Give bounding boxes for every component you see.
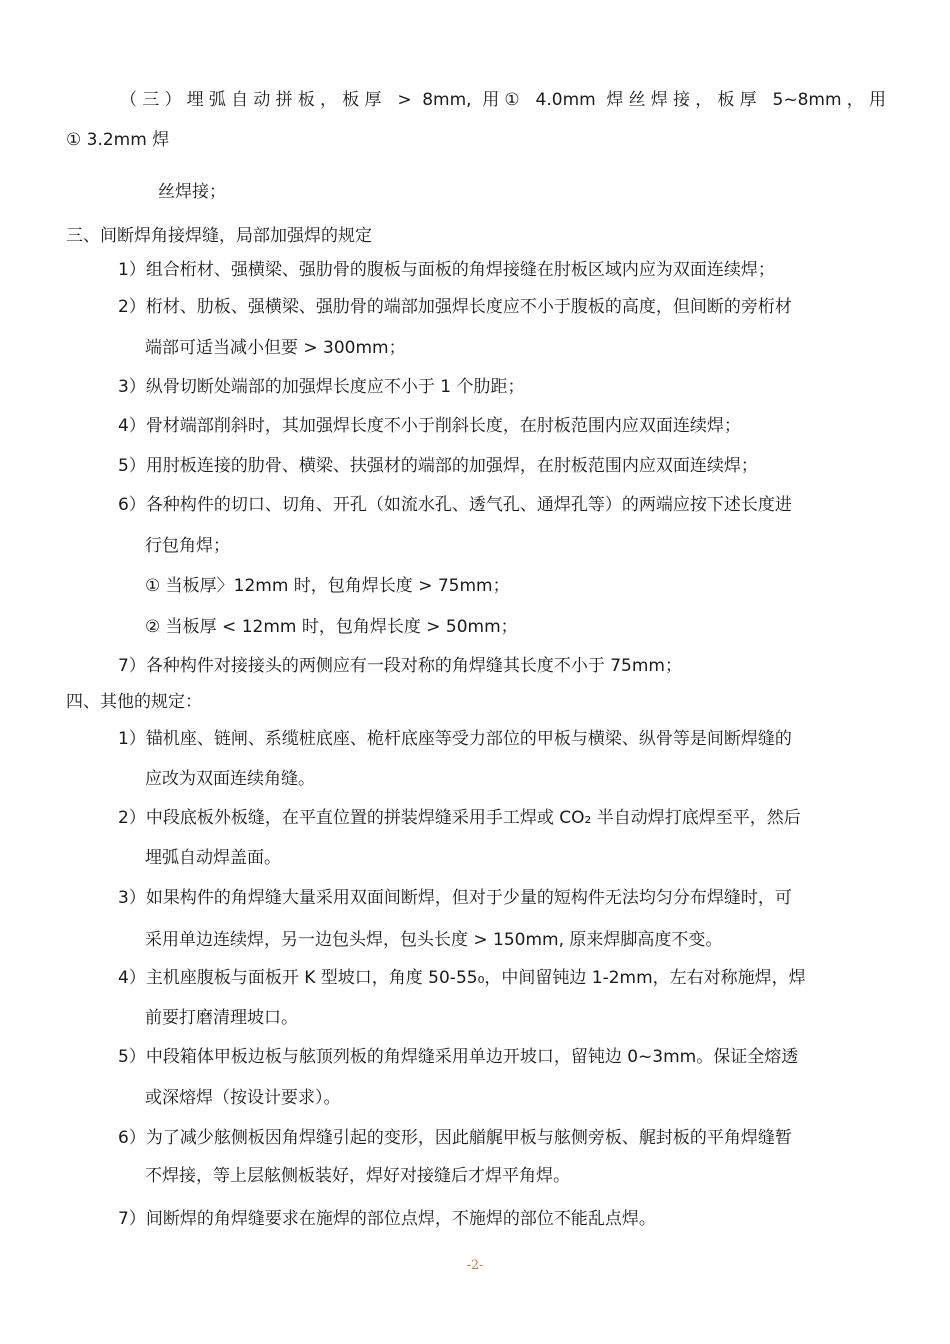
list-item-4-1-line-1: 1）锚机座、链闸、系缆桩底座、桅杆底座等受力部位的甲板与横梁、纵骨等是间断焊缝的 bbox=[118, 729, 792, 749]
heading-section-3: 三、间断焊角接焊缝，局部加强焊的规定 bbox=[66, 226, 372, 246]
list-item-4-3-line-1: 3）如果构件的角焊缝大量采用双面间断焊，但对于少量的短构件无法均匀分布焊缝时，可 bbox=[118, 888, 792, 908]
list-item-3-1: 1）组合桁材、强横梁、强肋骨的腹板与面板的角焊接缝在肘板区域内应为双面连续焊； bbox=[118, 260, 775, 280]
list-item-3-6-sub-1: ① 当板厚〉12mm 时，包角焊长度 > 75mm； bbox=[145, 576, 510, 596]
list-item-4-2-line-2: 埋弧自动焊盖面。 bbox=[145, 848, 281, 868]
list-item-4-6-line-2: 不焊接，等上层舷侧板装好，焊好对接缝后才焊平角焊。 bbox=[145, 1166, 570, 1186]
list-item-3-4: 4）骨材端部削斜时，其加强焊长度不小于削斜长度，在肘板范围内应双面连续焊； bbox=[118, 416, 741, 436]
section-3-item-line-3: 丝焊接； bbox=[158, 182, 226, 202]
list-item-4-4-line-1: 4）主机座腹板与面板开 K 型坡口，角度 50-55₀，中间留钝边 1-2mm，左右对称施焊，焊 bbox=[118, 968, 806, 988]
section-3-item-line-2: ① 3.2mm 焊 bbox=[66, 130, 170, 150]
list-item-4-2-line-1: 2）中段底板外板缝，在平直位置的拼装焊缝采用手工焊或 CO₂ 半自动焊打底焊至平，然后 bbox=[118, 808, 801, 828]
list-item-4-1-line-2: 应改为双面连续角缝。 bbox=[145, 769, 315, 789]
list-item-3-2-line-1: 2）桁材、肋板、强横梁、强肋骨的端部加强焊长度应不小于腹板的高度，但间断的旁桁材 bbox=[118, 297, 792, 317]
list-item-3-6-line-2: 行包角焊； bbox=[145, 536, 230, 556]
list-item-3-3: 3）纵骨切断处端部的加强焊长度应不小于 1 个肋距； bbox=[118, 377, 525, 397]
list-item-4-5-line-1: 5）中段箱体甲板边板与舷顶列板的角焊缝采用单边开坡口，留钝边 0~3mm。保证全熔透 bbox=[118, 1047, 799, 1067]
list-item-4-4-line-2: 前要打磨清理坡口。 bbox=[145, 1008, 298, 1028]
page-number: -2- bbox=[466, 1258, 484, 1273]
list-item-3-6-line-1: 6）各种构件的切口、切角、开孔（如流水孔、透气孔、通焊孔等）的两端应按下述长度进 bbox=[118, 495, 792, 515]
list-item-3-6-sub-2: ② 当板厚 < 12mm 时，包角焊长度 > 50mm； bbox=[145, 617, 518, 637]
list-item-4-6-line-1: 6）为了减少舷侧板因角焊缝引起的变形，因此艏艉甲板与舷侧旁板、艉封板的平角焊缝暂 bbox=[118, 1128, 792, 1148]
list-item-3-2-line-2: 端部可适当减小但要 > 300mm； bbox=[145, 338, 406, 358]
list-item-4-7: 7）间断焊的角焊缝要求在施焊的部位点焊，不施焊的部位不能乱点焊。 bbox=[118, 1209, 656, 1229]
list-item-4-3-line-2: 采用单边连续焊，另一边包头焊，包头长度 > 150mm, 原来焊脚高度不变。 bbox=[145, 930, 723, 950]
list-item-3-5: 5）用肘板连接的肋骨、横梁、扶强材的端部的加强焊，在肘板范围内应双面连续焊； bbox=[118, 456, 758, 476]
section-3-item-line-1: （三）埋弧自动拼板，板厚 > 8mm, 用① 4.0mm 焊丝焊接，板厚 5~8mm，用 bbox=[120, 90, 886, 110]
list-item-4-5-line-2: 或深熔焊（按设计要求）。 bbox=[145, 1088, 341, 1108]
heading-section-4: 四、其他的规定： bbox=[66, 692, 202, 712]
list-item-3-7: 7）各种构件对接接头的两侧应有一段对称的角焊缝其长度不小于 75mm； bbox=[118, 656, 682, 676]
